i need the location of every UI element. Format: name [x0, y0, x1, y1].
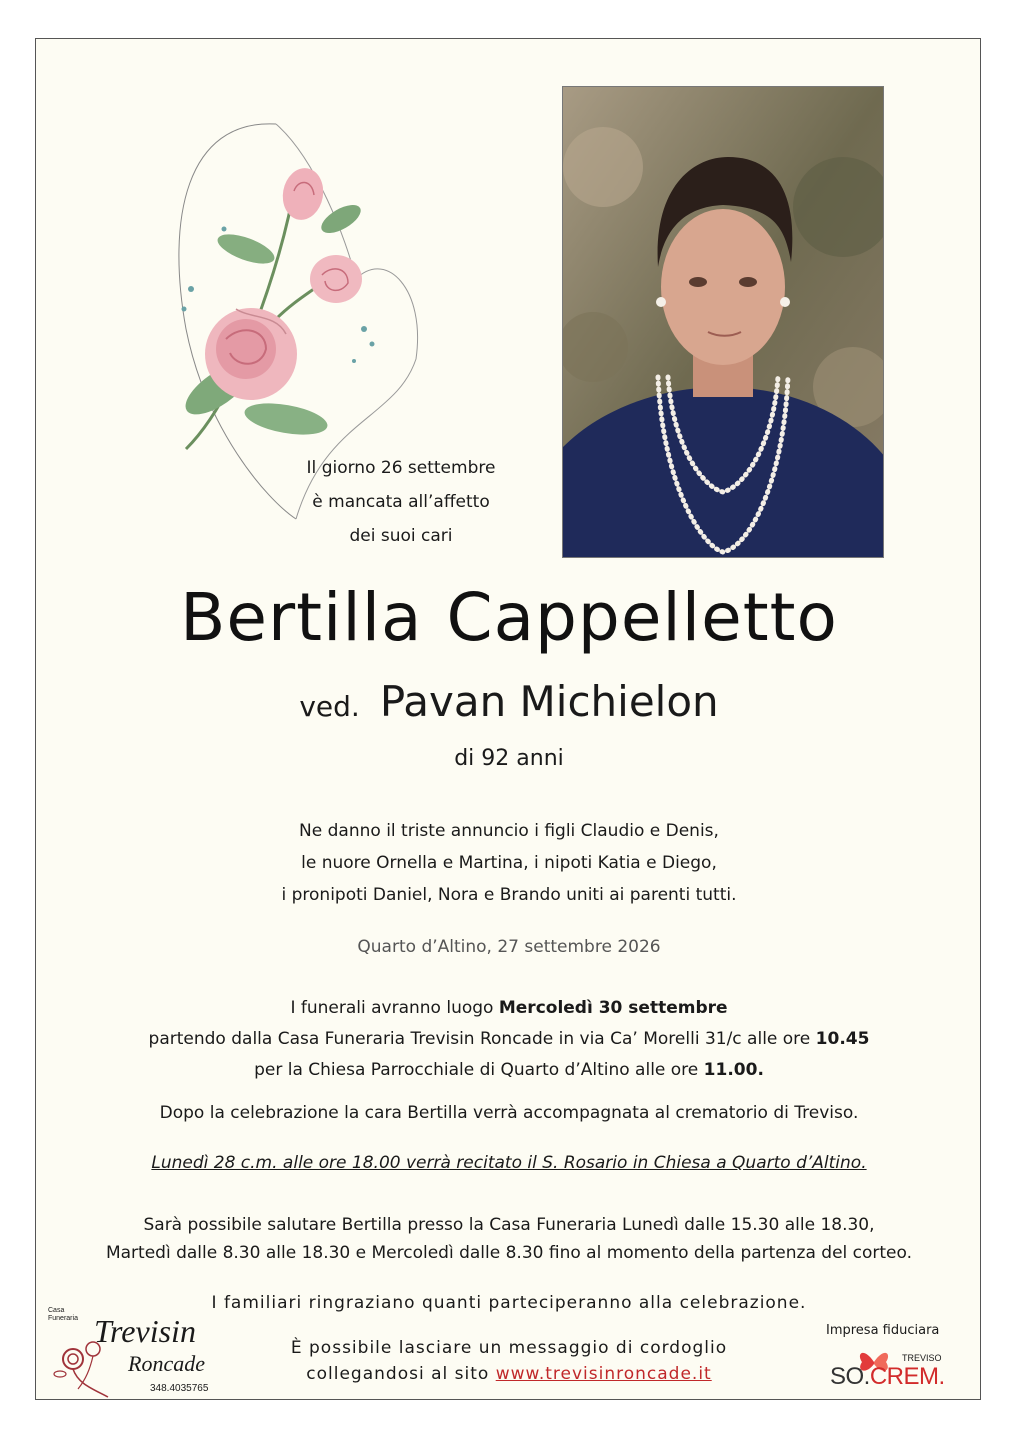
logo-phone: 348.4035765: [150, 1383, 209, 1394]
thanks-text: I familiari ringraziano quanti parteciperanno alla celebrazione.: [211, 1293, 807, 1313]
funeral-info: [36, 993, 982, 1086]
funeral-line: [36, 993, 982, 1024]
brand-crem: CREM.: [869, 1363, 945, 1390]
logo-brand: [830, 1363, 945, 1391]
place-date: Quarto d’Altino, 27 settembre 2026: [357, 937, 661, 957]
condolence-line: È possibile lasciare un messaggio di cordoglio: [290, 1338, 728, 1358]
announcement-line: le nuore Ornella e Martina, i nipoti Katia e Diego,: [301, 853, 717, 873]
logo-funeraria: Funeraria: [48, 1315, 78, 1322]
funeral-line: [36, 1024, 982, 1055]
church-time: 11.00.: [703, 1060, 764, 1080]
trusted-company-label: Impresa fiduciara: [826, 1323, 940, 1338]
funeral-time: 10.45: [815, 1029, 870, 1049]
obituary-card: [35, 38, 981, 1400]
intro-text: [251, 451, 551, 553]
funeral-text: per la Chiesa Parrocchiale di Quarto d’Altino alle ore: [254, 1060, 704, 1080]
socrem-logo: [816, 1319, 966, 1399]
rosario-notice: Lunedì 28 c.m. alle ore 18.00 verrà recitato il S. Rosario in Chiesa a Quarto d’Altino.: [151, 1153, 867, 1173]
intro-line: dei suoi cari: [349, 526, 453, 546]
portrait-photo: [562, 86, 884, 558]
married-surname: Pavan Michielon: [379, 677, 719, 726]
age: di 92 anni: [454, 746, 564, 771]
trevisin-logo: [44, 1303, 234, 1398]
funeral-text: partendo dalla Casa Funeraria Trevisin Roncade in via Ca’ Morelli 31/c alle ore: [148, 1029, 816, 1049]
funeral-text: I funerali avranno luogo: [290, 998, 499, 1018]
funeral-date: Mercoledì 30 settembre: [498, 998, 728, 1018]
announcement-line: i pronipoti Daniel, Nora e Brando uniti ai parenti tutti.: [281, 885, 737, 905]
visit-line: Martedì dalle 8.30 alle 18.30 e Mercoledì dalle 8.30 fino al momento della partenza del corteo.: [105, 1243, 913, 1263]
visiting-hours: [36, 1211, 982, 1267]
logo-small-text: [48, 1307, 78, 1323]
married-name: [36, 677, 982, 726]
ved-label: ved.: [299, 690, 360, 723]
last-name: Cappelletto: [446, 579, 838, 656]
announcement-line: Ne danno il triste annuncio i figli Claudio e Denis,: [299, 821, 719, 841]
logo-casa: Casa: [48, 1307, 65, 1314]
after-ceremony: Dopo la celebrazione la cara Bertilla verrà accompagnata al crematorio di Treviso.: [159, 1103, 859, 1123]
logo-treviso: TREVISO: [902, 1353, 942, 1363]
intro-line: Il giorno 26 settembre: [306, 458, 496, 478]
condolence-prefix: collegandosi al sito: [306, 1364, 496, 1384]
brand-so: SO.: [830, 1363, 870, 1390]
funeral-line: [36, 1055, 982, 1086]
website-link[interactable]: www.trevisinroncade.it: [495, 1364, 712, 1384]
announcement: [36, 815, 982, 911]
intro-line: è mancata all’affetto: [312, 492, 490, 512]
logo-roncade: Roncade: [128, 1351, 205, 1376]
first-name: Bertilla: [180, 579, 423, 656]
deceased-name: [36, 579, 982, 656]
visit-line: Sarà possibile salutare Bertilla presso la Casa Funeraria Lunedì dalle 15.30 alle 18.30,: [143, 1215, 875, 1235]
logo-trevisin: Trevisin: [94, 1313, 196, 1349]
